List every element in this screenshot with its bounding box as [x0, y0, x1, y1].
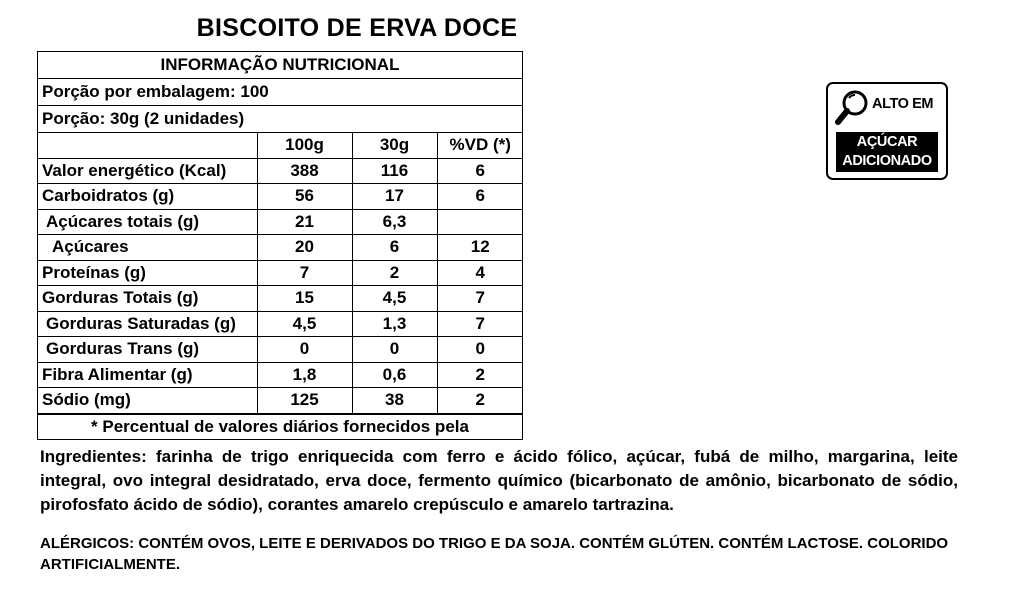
value-per-100g: 7: [257, 260, 352, 286]
column-header-30g: 30g: [352, 133, 437, 158]
value-vd: 6: [437, 184, 523, 210]
table-row: [38, 362, 523, 388]
ingredients-text: Ingredientes: farinha de trigo enriquecida com ferro e ácido fólico, açúcar, fubá de milho, margarina, leite integral, ovo integral desidratado, erva doce, fermento químico (bicarbonato de amônio, bicarbonato de sódio, pirofosfato ácido de sódio), corantes amarelo crepúsculo e amarelo tartrazina.: [40, 447, 958, 514]
value-per-100g: 4,5: [257, 311, 352, 337]
value-per-30g: 1,3: [352, 311, 437, 337]
value-per-100g: 15: [257, 286, 352, 312]
nutrient-name: Valor energético (Kcal): [38, 158, 257, 184]
nutrition-table: [38, 133, 523, 414]
value-vd: 2: [437, 362, 523, 388]
nutrition-facts-panel: [37, 51, 523, 440]
value-per-30g: 116: [352, 158, 437, 184]
high-added-sugar-warning-seal: [826, 82, 948, 180]
nutrient-name: Gorduras Trans (g): [38, 337, 257, 363]
value-per-100g: 1,8: [257, 362, 352, 388]
value-vd: 6: [437, 158, 523, 184]
value-per-30g: 4,5: [352, 286, 437, 312]
value-per-30g: 17: [352, 184, 437, 210]
nutrient-name: Gorduras Saturadas (g): [38, 311, 257, 337]
column-header-nutrient: [38, 133, 257, 158]
magnifying-glass-icon: [834, 88, 870, 128]
value-vd: 7: [437, 311, 523, 337]
table-row: [38, 388, 523, 414]
table-row: [38, 286, 523, 312]
nutrient-name: Açúcares totais (g): [38, 209, 257, 235]
column-header-vd: %VD (*): [437, 133, 523, 158]
allergens-text: ALÉRGICOS: CONTÉM OVOS, LEITE E DERIVADOS DO TRIGO E DA SOJA. CONTÉM GLÚTEN. CONTÉM LACTOSE. COLORIDO ARTIFICIALMENTE.: [40, 535, 949, 573]
nutrient-name: Sódio (mg): [38, 388, 257, 414]
nutrient-name: Açúcares: [38, 235, 257, 261]
value-per-30g: 0: [352, 337, 437, 363]
value-per-100g: 125: [257, 388, 352, 414]
value-per-30g: 6: [352, 235, 437, 261]
value-per-30g: 0,6: [352, 362, 437, 388]
table-header-row: [38, 133, 523, 158]
seal-line-alto-em: ALTO EM: [872, 96, 934, 112]
serving-size: Porção: 30g (2 unidades): [38, 106, 522, 133]
value-vd: 4: [437, 260, 523, 286]
table-row: [38, 311, 523, 337]
table-row: [38, 209, 523, 235]
table-row: [38, 184, 523, 210]
nutrient-name: Fibra Alimentar (g): [38, 362, 257, 388]
table-row: [38, 337, 523, 363]
column-header-100g: 100g: [257, 133, 352, 158]
value-vd: 2: [437, 388, 523, 414]
value-per-30g: 38: [352, 388, 437, 414]
daily-value-footnote: * Percentual de valores diários fornecidos pela: [38, 414, 522, 439]
value-vd: [437, 209, 523, 235]
seal-line-adicionado: ADICIONADO: [842, 153, 932, 169]
value-per-30g: 6,3: [352, 209, 437, 235]
table-row: [38, 158, 523, 184]
nutrition-heading: INFORMAÇÃO NUTRICIONAL: [38, 52, 522, 79]
value-vd: 12: [437, 235, 523, 261]
value-per-100g: 56: [257, 184, 352, 210]
value-per-30g: 2: [352, 260, 437, 286]
value-per-100g: 20: [257, 235, 352, 261]
value-vd: 0: [437, 337, 523, 363]
value-per-100g: 0: [257, 337, 352, 363]
value-vd: 7: [437, 286, 523, 312]
nutrient-name: Proteínas (g): [38, 260, 257, 286]
seal-dark-box: [836, 132, 938, 172]
value-per-100g: 388: [257, 158, 352, 184]
seal-line-acucar: AÇÚCAR: [856, 134, 918, 150]
product-title: BISCOITO DE ERVA DOCE: [196, 14, 518, 42]
value-per-100g: 21: [257, 209, 352, 235]
table-row: [38, 235, 523, 261]
servings-per-package: Porção por embalagem: 100: [38, 79, 522, 106]
nutrient-name: Gorduras Totais (g): [38, 286, 257, 312]
table-row: [38, 260, 523, 286]
nutrient-name: Carboidratos (g): [38, 184, 257, 210]
